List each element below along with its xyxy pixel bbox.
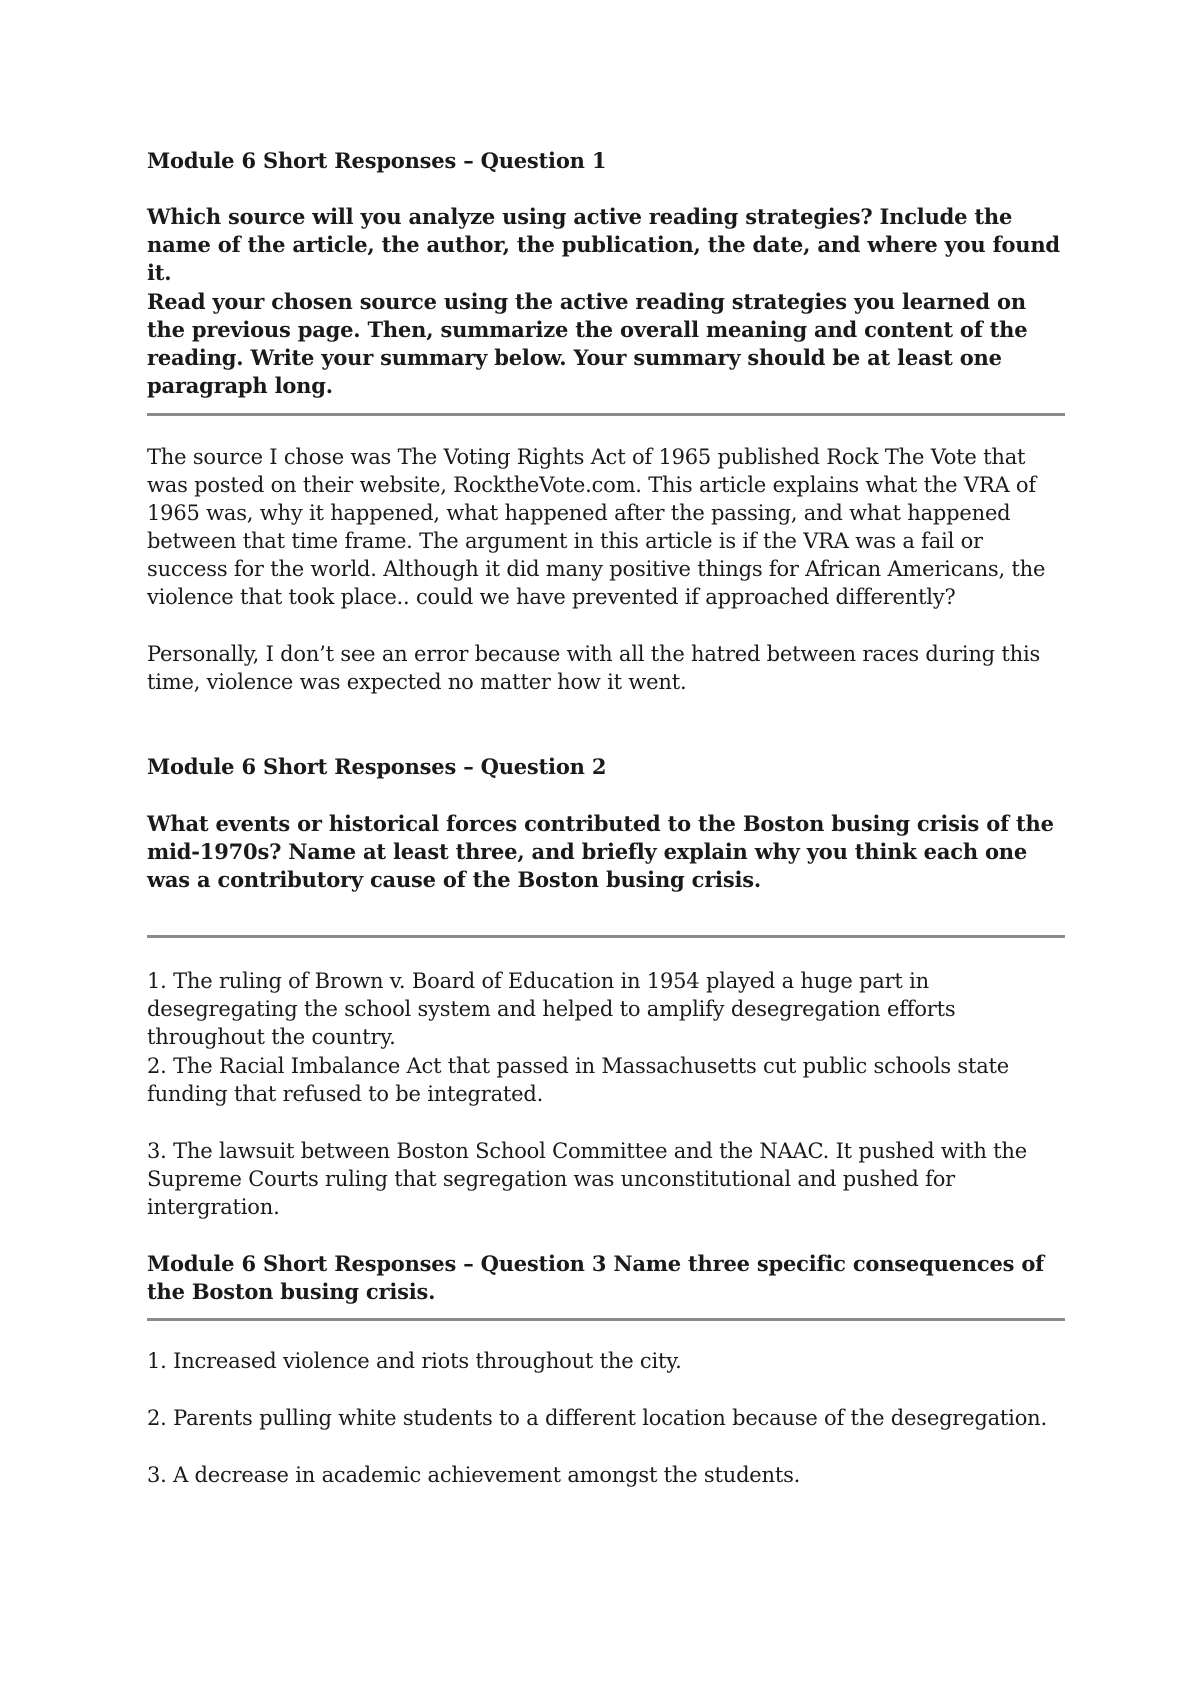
- q3-answer-item: 1. Increased violence and riots throughout the city.: [147, 1349, 682, 1373]
- q3-heading: Module 6 Short Responses – Question 3 Name three specific consequences of the Boston busing crisis.: [147, 1251, 1044, 1304]
- q1-prompt-source: Which source will you analyze using active reading strategies? Include the name of the article, the author, the publication, the date, and where you found it.: [147, 204, 1060, 285]
- q1-answer-paragraph-2: Personally, I don’t see an error because with all the hatred between races during this time, violence was expected no matter how it went.: [147, 642, 1041, 694]
- q2-answer-divider: [147, 935, 1065, 938]
- q3-answer-item: 3. A decrease in academic achievement amongst the students.: [147, 1463, 801, 1487]
- q2-answer-item: 1. The ruling of Brown v. Board of Education in 1954 played a huge part in desegregating the school system and helped to amplify desegregation efforts throughout the country.: [147, 969, 956, 1049]
- q2-answer-item: 3. The lawsuit between Boston School Committee and the NAAC. It pushed with the Supreme Courts ruling that segregation was unconstitutional and pushed for intergration.: [147, 1139, 1027, 1219]
- q2-answer-item: 2. The Racial Imbalance Act that passed in Massachusetts cut public schools state funding that refused to be integrated.: [147, 1054, 1010, 1106]
- q1-prompt-summary: Read your chosen source using the active reading strategies you learned on the previous page. Then, summarize the overall meaning and content of the reading. Write your summary below. Your summary should be at least one paragraph long.: [147, 289, 1028, 398]
- q1-answer-paragraph-1: The source I chose was The Voting Rights Act of 1965 published Rock The Vote that was posted on their website, RocktheVote.com. This article explains what the VRA of 1965 was, why it happened, what happened after the passing, and what happened between that time frame. The argument in this article is if the VRA was a fail or success for the world. Although it did many positive things for African Americans, the violence that took place.. could we have prevented if approached differently?: [147, 445, 1046, 609]
- q1-heading: Module 6 Short Responses – Question 1: [147, 148, 607, 173]
- q2-heading: Module 6 Short Responses – Question 2: [147, 754, 607, 779]
- q3-answer-item: 2. Parents pulling white students to a different location because of the desegregation.: [147, 1406, 1047, 1430]
- q2-prompt: What events or historical forces contributed to the Boston busing crisis of the mid-1970s? Name at least three, and briefly explain why you think each one was a contributory cause of the Boston busing crisis.: [147, 811, 1054, 892]
- q1-answer-divider: [147, 413, 1065, 416]
- q3-answer-divider: [147, 1318, 1065, 1321]
